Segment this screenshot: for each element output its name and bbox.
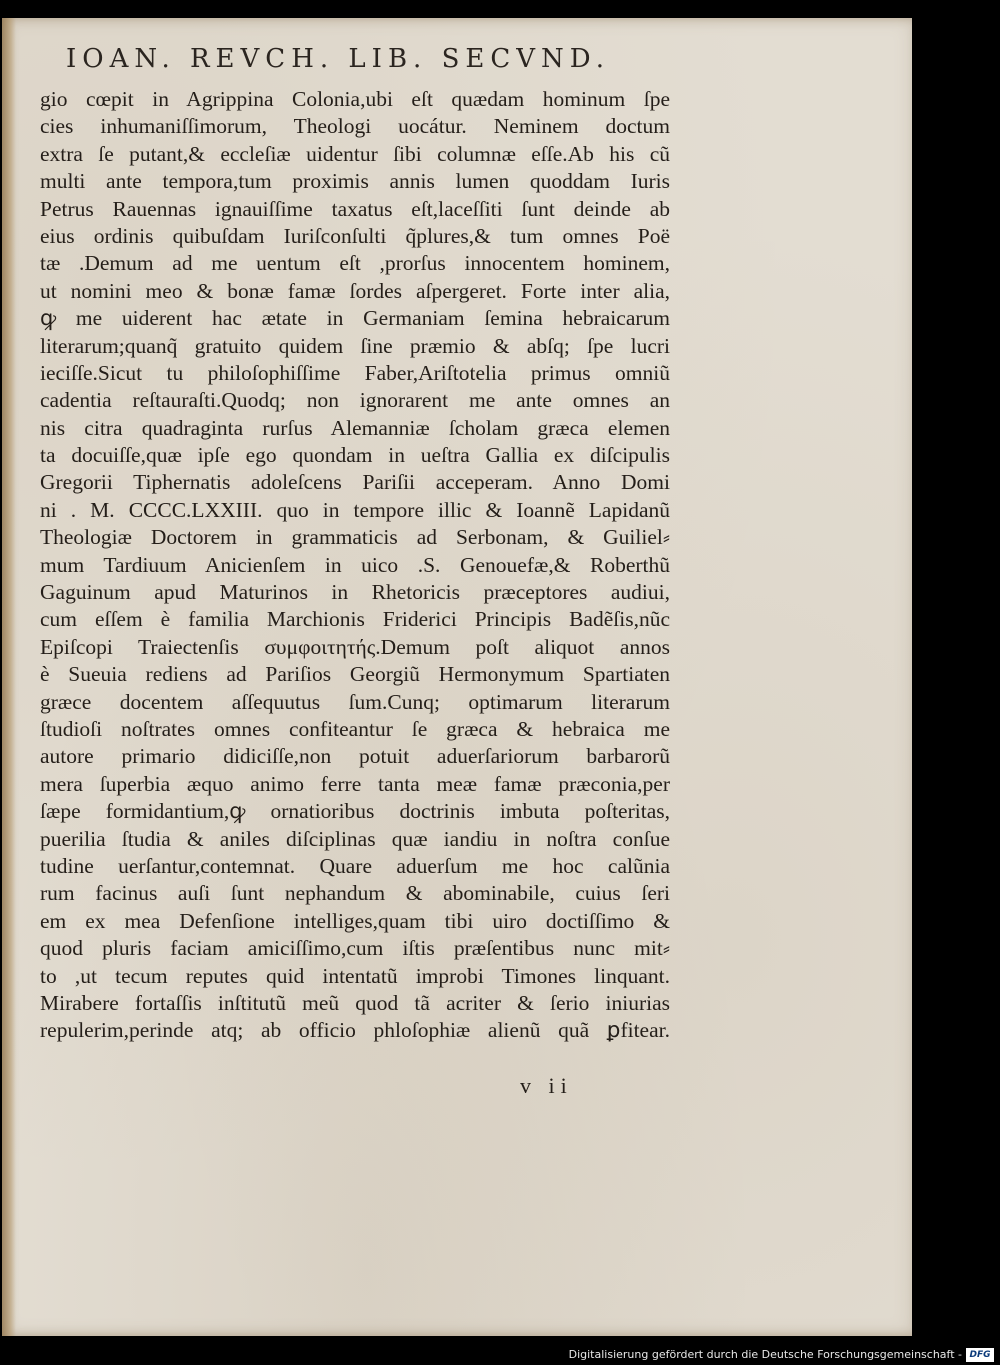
text-line: Gregorii Tiphernatis adoleſcens Pariſii acceperam. Anno Domi — [40, 470, 670, 495]
text-line: ieciſſe.Sicut tu philoſophiſſime Faber,Ariſtotelia primus omniũ — [40, 360, 670, 385]
text-line: repulerim,perinde atq; ab officio phloſophiæ alienũ quã ꝑfitear. — [40, 1018, 670, 1043]
text-line: Mirabere fortaſſis inſtitutũ meũ quod tã acriter & ſerio iniurias — [40, 990, 670, 1015]
binding-edge — [2, 18, 16, 1336]
body-text — [40, 86, 670, 1045]
text-line: Gaguinum apud Maturinos in Rhetoricis præceptores audiui, — [40, 580, 670, 605]
text-line: è Sueuia rediens ad Pariſios Georgiũ Hermonymum Spartiaten — [40, 662, 670, 687]
text-line: eius ordinis quibuſdam Iuriſconſulti q̃plures,& tum omnes Poë — [40, 223, 670, 248]
text-line: multi ante tempora,tum proximis annis lumen quoddam Iuris — [40, 169, 670, 194]
text-line: ſæpe formidantium,ꝙ ornatioribus doctrinis imbuta poſteritas, — [40, 799, 670, 824]
text-line: mum Tardiuum Anicienſem in uico .S. Genouefæ,& Roberthũ — [40, 552, 670, 577]
text-line: Epiſcopi Traiectenſis συμφοιτητής.Demum poſt aliquot annos — [40, 634, 670, 659]
signature-mark: v ii — [520, 1073, 573, 1098]
text-line: ꝙ me uiderent hac ætate in Germaniam ſemina hebraicarum — [40, 306, 670, 331]
text-line: ut nomini meo & bonæ famæ ſordes aſpergeret. Forte inter alia, — [40, 278, 670, 303]
text-line: tudine uerſantur,contemnat. Quare aduerſum me hoc calũnia — [40, 853, 670, 878]
running-head: IOAN. REVCH. LIB. SECVND. — [66, 44, 610, 74]
text-line: Theologiæ Doctorem in grammaticis ad Serbonam, & Guiliel⸗ — [40, 525, 670, 550]
text-line: literarum;quanq̃ gratuito quidem ſine præmio & abſq; ſpe lucri — [40, 333, 670, 358]
text-line: mera ſuperbia æquo animo ferre tanta meæ famæ præconia,per — [40, 771, 670, 796]
text-line: puerilia ſtudia & aniles diſciplinas quæ iandiu in noſtra conſue — [40, 826, 670, 851]
text-line: Petrus Rauennas ignauiſſime taxatus eſt,laceſſiti ſunt deinde ab — [40, 196, 670, 221]
text-line: cies inhumaniſſimorum, Theologi uocátur. Neminem doctum — [40, 114, 670, 139]
text-line: gio cœpit in Agrippina Colonia,ubi eſt quædam hominum ſpe — [40, 87, 670, 111]
text-line: nis citra quadraginta rurſus Alemanniæ ſcholam græca elemen — [40, 415, 670, 440]
text-line: græce docentem aſſequutus ſum.Cunq; optimarum literarum — [40, 689, 670, 714]
text-line: ta docuiſſe,quæ ipſe ego quondam in ueſtra Gallia ex diſcipulis — [40, 443, 670, 468]
text-line: rum facinus auſi ſunt nephandum & abominabile, cuius ſeri — [40, 881, 670, 906]
text-line: to ,ut tecum reputes quid intentatũ improbi Timones linquant. — [40, 963, 670, 988]
text-line: ni . M. CCCC.LXXIII. quo in tempore illic & Ioannẽ Lapidanũ — [40, 497, 670, 522]
text-line: extra ſe putant,& eccleſiæ uidentur ſibi columnæ eſſe.Ab his cũ — [40, 141, 670, 166]
dfg-logo: DFG — [966, 1348, 994, 1362]
text-line: autore primario didiciſſe,non potuit aduerſariorum barbarorũ — [40, 744, 670, 769]
text-line: em ex mea Defenſione intelliges,quam tibi uiro doctiſſimo & — [40, 908, 670, 933]
text-line: tæ .Demum ad me uentum eſt ,prorſus innocentem hominem, — [40, 251, 670, 276]
text-line: quod pluris faciam amiciſſimo,cum iſtis præſentibus nunc mit⸗ — [40, 936, 670, 961]
text-line: ſtudioſi noſtrates omnes confiteantur ſe græca & hebraica me — [40, 716, 670, 741]
text-line: cum eſſem è familia Marchionis Friderici Principis Badẽſis,nũc — [40, 607, 670, 632]
digitization-credit: Digitalisierung gefördert durch die Deutsche Forschungsgemeinschaft - — [568, 1348, 962, 1361]
text-line: cadentia reſtauraſti.Quodq; non ignorarent me ante omnes an — [40, 388, 670, 413]
